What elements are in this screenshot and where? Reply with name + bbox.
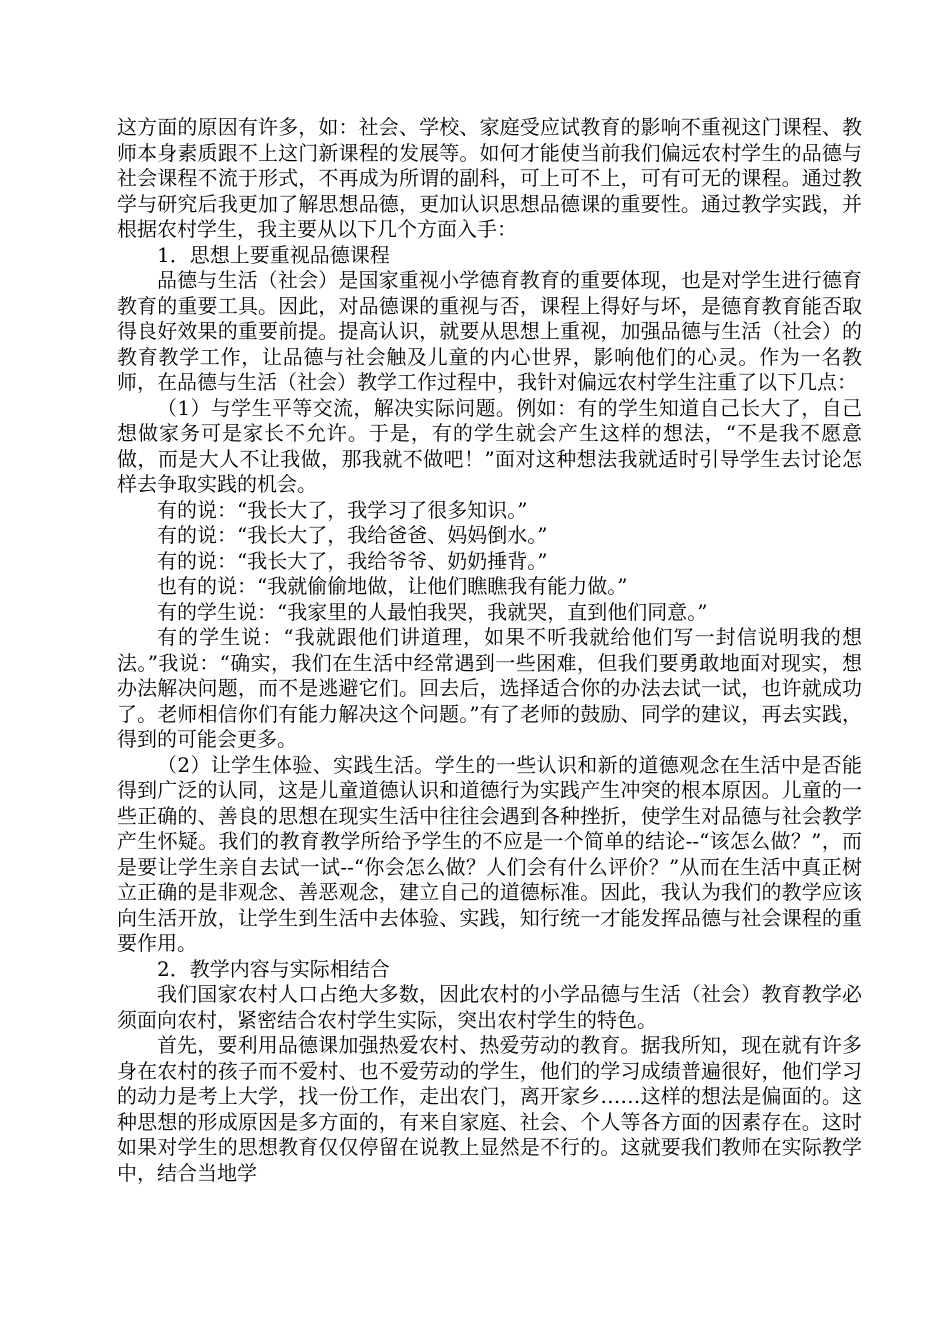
- quote-line-5: 有的学生说：“我家里的人最怕我哭，我就哭，直到他们同意。”: [157, 599, 708, 624]
- document-body: [117, 115, 862, 1186]
- quote-line-3: 有的说：“我长大了，我给爷爷、奶奶捶背。”: [157, 548, 548, 573]
- paragraph-point-1: （1）与学生平等交流，解决实际问题。例如：有的学生知道自己长大了，自己想做家务可是家长不允许。于是，有的学生就会产生这样的想法，“不是我不愿意做，而是大人不让我做，那我就不做吧！”面对这种想法我就适时引导学生去讨论怎样去争取实践的机会。: [117, 395, 862, 496]
- paragraph-first: 首先，要利用品德课加强热爱农村、热爱劳动的教育。据我所知，现在就有许多身在农村的孩子而不爱村、也不爱劳动的学生，他们的学习成绩普遍很好，他们学习的动力是考上大学，找一份工作，走出农门，离开家乡……这样的想法是偏面的。这种思想的形成原因是多方面的，有来自家庭、社会、个人等各方面的因素存在。这时如果对学生的思想教育仅仅停留在说教上显然是不行的。这就要我们教师在实际教学中，结合当地学: [117, 1033, 862, 1185]
- section-heading-1: 1．思想上要重视品德课程: [157, 242, 390, 267]
- quote-line-2: 有的说：“我长大了，我给爸爸、妈妈倒水。”: [157, 523, 548, 547]
- paragraph-section-1: 品德与生活（社会）是国家重视小学德育教育的重要体现，也是对学生进行德育教育的重要工具。因此，对品德课的重视与否，课程上得好与坏，是德育教育能否取得良好效果的重要前提。提高认识，就要从思想上重视，加强品德与生活（社会）的教育教学工作，让品德与社会触及儿童的内心世界，影响他们的心灵。作为一名教师，在品德与生活（社会）教学工作过程中，我针对偏远农村学生注重了以下几点：: [117, 268, 862, 394]
- paragraph-section-2: 我们国家农村人口占绝大多数，因此农村的小学品德与生活（社会）教育教学必须面向农村，紧密结合农村学生实际，突出农村学生的特色。: [117, 982, 862, 1032]
- paragraph-point-2: （2）让学生体验、实践生活。学生的一些认识和新的道德观念在生活中是否能得到广泛的认同，这是儿童道德认识和道德行为实践产生冲突的根本原因。儿童的一些正确的、善良的思想在现实生活中往往会遇到各种挫折，使学生对品德与社会教学产生怀疑。我们的教育教学所给予学生的不应是一个简单的结论--“该怎么做？”，而是要让学生亲自去试一试--“你会怎么做？人们会有什么评价？”从而在生活中真正树立正确的是非观念、善恶观念，建立自己的道德标准。因此，我认为我们的教学应该向生活开放，让学生到生活中去体验、实践，知行统一才能发挥品德与社会课程的重要作用。: [117, 752, 862, 955]
- paragraph-intro: 这方面的原因有许多，如：社会、学校、家庭受应试教育的影响不重视这门课程、教师本身素质跟不上这门新课程的发展等。如何才能使当前我们偏远农村学生的品德与社会课程不流于形式，不再成为所谓的副科，可上可不上，可有可无的课程。通过教学与研究后我更加了解思想品德，更加认识思想品德课的重要性。通过教学实践，并根据农村学生，我主要从以下几个方面入手：: [117, 115, 862, 241]
- quote-line-6: 有的学生说：“我就跟他们讲道理，如果不听我就给他们写一封信说明我的想法。”我说：“确实，我们在生活中经常遇到一些困难，但我们要勇敢地面对现实，想办法解决问题，而不是逃避它们。回去后，选择适合你的办法去试一试，也许就成功了。老师相信你们有能力解决这个问题。”有了老师的鼓励、同学的建议，再去实践，得到的可能会更多。: [117, 625, 862, 751]
- quote-line-1: 有的说：“我长大了，我学习了很多知识。”: [157, 497, 528, 522]
- quote-line-4: 也有的说：“我就偷偷地做，让他们瞧瞧我有能力做。”: [157, 574, 628, 598]
- section-heading-2: 2．教学内容与实际相结合: [157, 956, 390, 981]
